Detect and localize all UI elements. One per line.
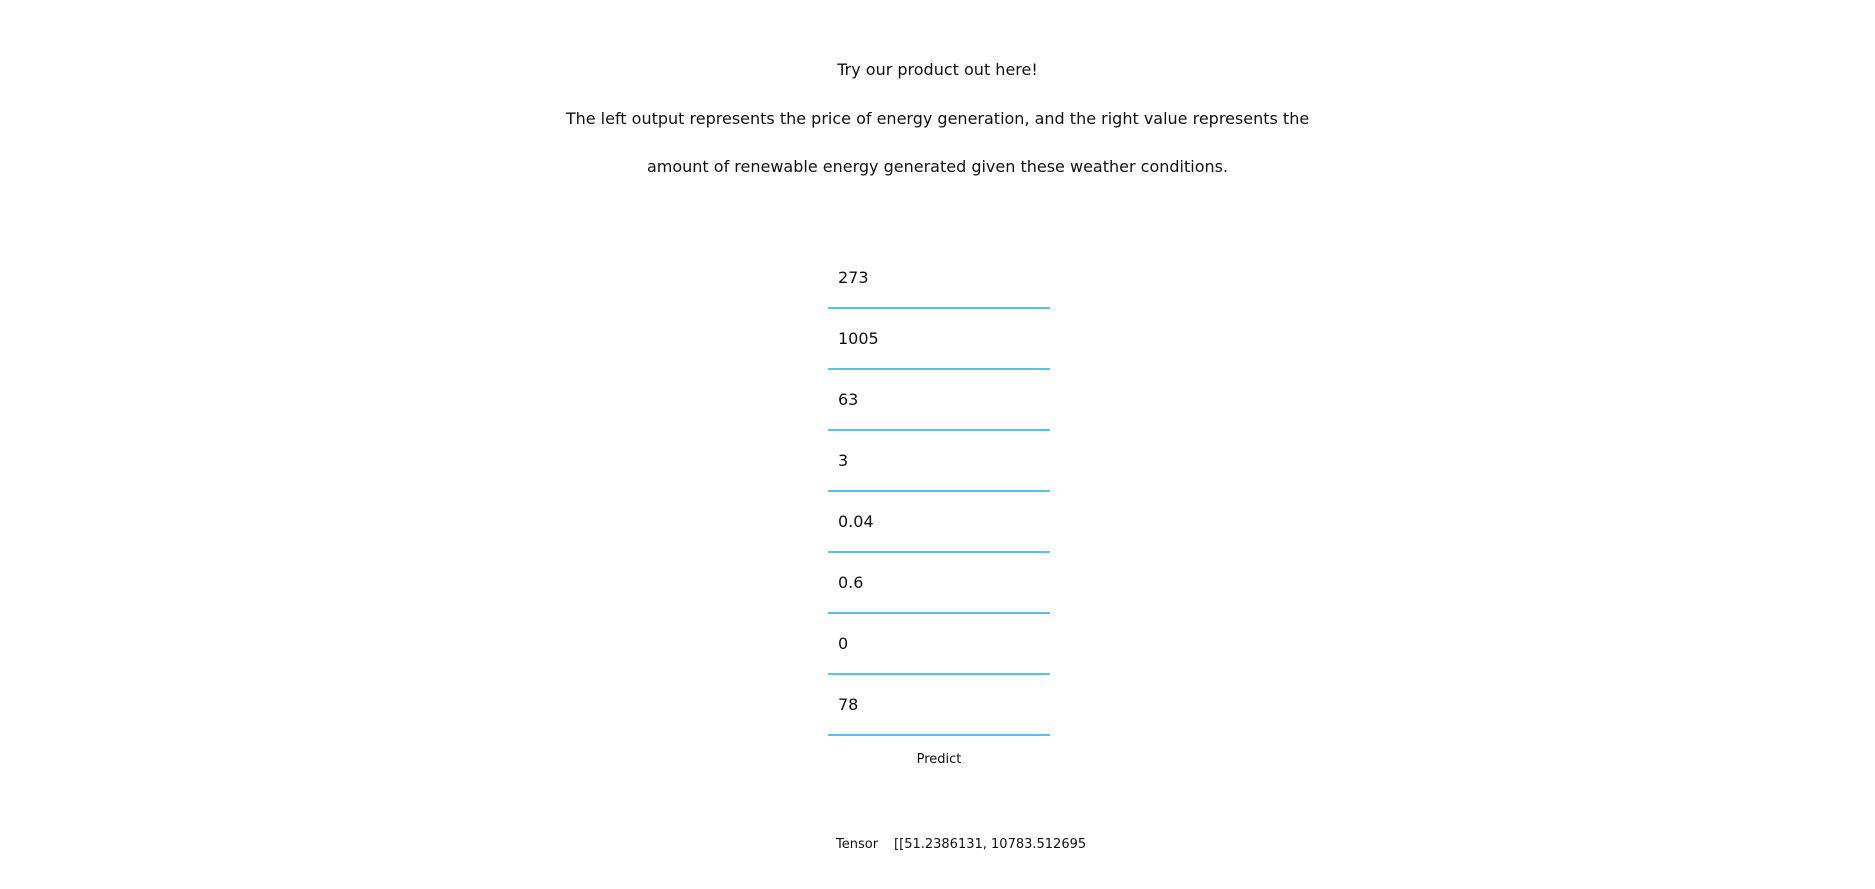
input-2[interactable] <box>838 329 1040 348</box>
input-3[interactable] <box>838 390 1040 409</box>
input-8[interactable] <box>838 695 1040 714</box>
input-field-4 <box>828 431 1050 492</box>
result-value: [[51.2386131, 10783.512695 <box>894 836 1087 852</box>
intro-heading: Try our product out here! <box>837 60 1038 79</box>
input-7[interactable] <box>838 634 1040 653</box>
input-field-1 <box>828 248 1050 309</box>
input-field-7 <box>828 614 1050 675</box>
predict-button[interactable]: Predict <box>828 748 1050 770</box>
input-field-3 <box>828 370 1050 431</box>
input-field-8 <box>828 675 1050 736</box>
input-field-6 <box>828 553 1050 614</box>
result-label: Tensor <box>836 836 879 852</box>
input-1[interactable] <box>838 268 1040 287</box>
input-5[interactable] <box>838 512 1040 531</box>
input-field-2 <box>828 309 1050 370</box>
input-field-5 <box>828 492 1050 553</box>
intro-description-line-1: The left output represents the price of energy generation, and the right value represents the <box>565 109 1310 128</box>
input-form <box>828 248 1050 736</box>
input-4[interactable] <box>838 451 1040 470</box>
prediction-output <box>836 834 1087 854</box>
intro-description-line-2: amount of renewable energy generated given these weather conditions. <box>646 157 1229 176</box>
input-6[interactable] <box>838 573 1040 592</box>
